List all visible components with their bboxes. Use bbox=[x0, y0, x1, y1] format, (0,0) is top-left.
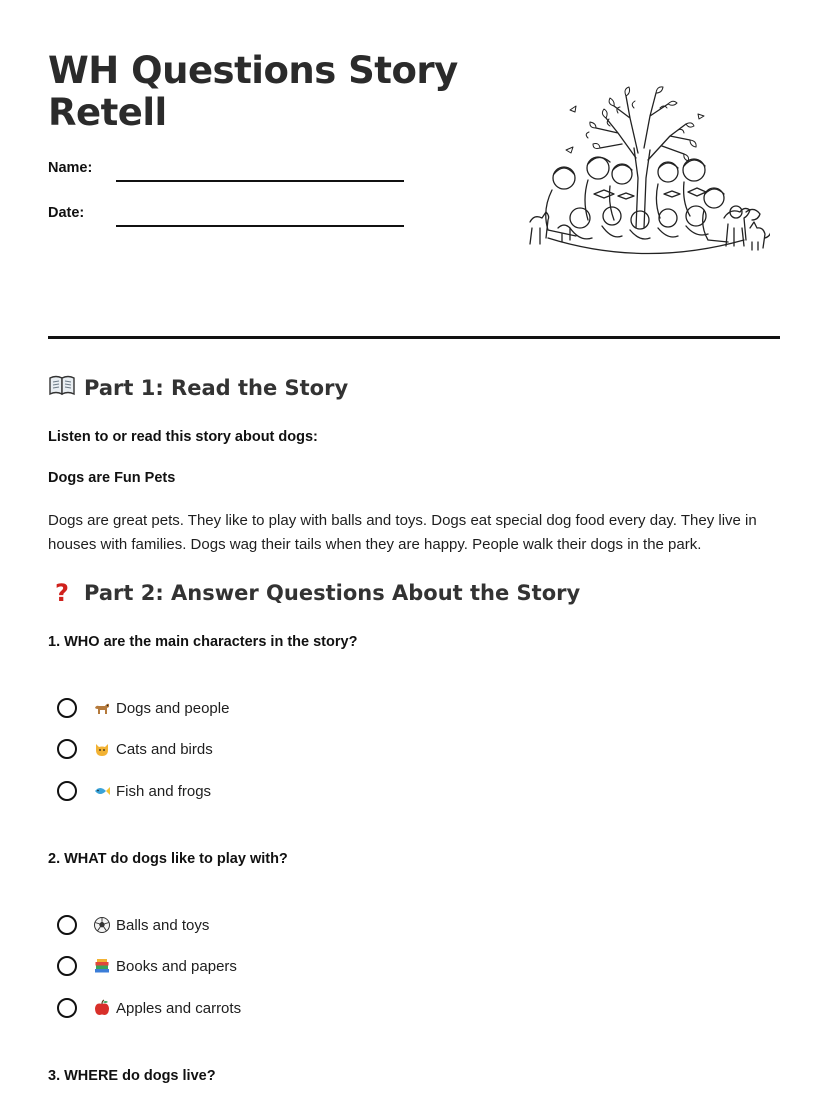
radio-button[interactable] bbox=[57, 781, 77, 801]
option-label: Dogs and people bbox=[116, 699, 230, 717]
header-divider bbox=[48, 336, 780, 339]
option-label: Books and papers bbox=[116, 957, 237, 975]
books-icon bbox=[93, 957, 111, 975]
question-1-option-3[interactable] bbox=[57, 779, 211, 803]
cat-face-icon bbox=[93, 740, 111, 758]
story-text: Dogs are great pets. They like to play with balls and toys. Dogs eat special dog food every day. They live in houses with families. Dogs wag their tails when they are happy. People walk their dogs in the park. bbox=[48, 512, 757, 553]
part1-heading-text: Part 1: Read the Story bbox=[84, 375, 349, 400]
date-label: Date: bbox=[48, 205, 85, 221]
question-3-text: 3. WHERE do dogs live? bbox=[48, 1068, 216, 1084]
page-title: WH Questions Story Retell bbox=[48, 49, 458, 134]
red-question-mark-icon: ? bbox=[55, 579, 69, 607]
question-1-text: 1. WHO are the main characters in the story? bbox=[48, 634, 358, 650]
option-label: Apples and carrots bbox=[116, 999, 242, 1017]
soccer-ball-icon bbox=[93, 916, 111, 934]
option-label: Fish and frogs bbox=[116, 782, 212, 800]
question-2-option-3[interactable] bbox=[57, 996, 241, 1020]
apple-icon bbox=[93, 999, 111, 1017]
radio-button[interactable] bbox=[57, 698, 77, 718]
open-book-icon bbox=[48, 374, 76, 401]
story-title: Dogs are Fun Pets bbox=[48, 470, 176, 486]
question-2-text: 2. WHAT do dogs like to play with? bbox=[48, 851, 288, 867]
part2-heading bbox=[48, 579, 580, 607]
fish-icon bbox=[93, 782, 111, 800]
question-1-option-2[interactable] bbox=[57, 737, 213, 761]
children-under-tree-illustration bbox=[518, 78, 770, 268]
part2-heading-text: Part 2: Answer Questions About the Story bbox=[84, 581, 581, 605]
question-2-option-2[interactable] bbox=[57, 954, 237, 978]
option-label: Balls and toys bbox=[116, 916, 210, 934]
question-2-option-1[interactable] bbox=[57, 913, 209, 937]
radio-button[interactable] bbox=[57, 956, 77, 976]
date-field[interactable] bbox=[116, 225, 404, 227]
radio-button[interactable] bbox=[57, 998, 77, 1018]
part1-heading bbox=[48, 374, 348, 401]
part1-instruction: Listen to or read this story about dogs: bbox=[48, 429, 318, 445]
dog-icon bbox=[93, 699, 111, 717]
name-label: Name: bbox=[48, 160, 93, 176]
question-1-option-1[interactable] bbox=[57, 696, 229, 720]
name-field[interactable] bbox=[116, 180, 404, 182]
radio-button[interactable] bbox=[57, 739, 77, 759]
radio-button[interactable] bbox=[57, 915, 77, 935]
option-label: Cats and birds bbox=[116, 740, 213, 758]
